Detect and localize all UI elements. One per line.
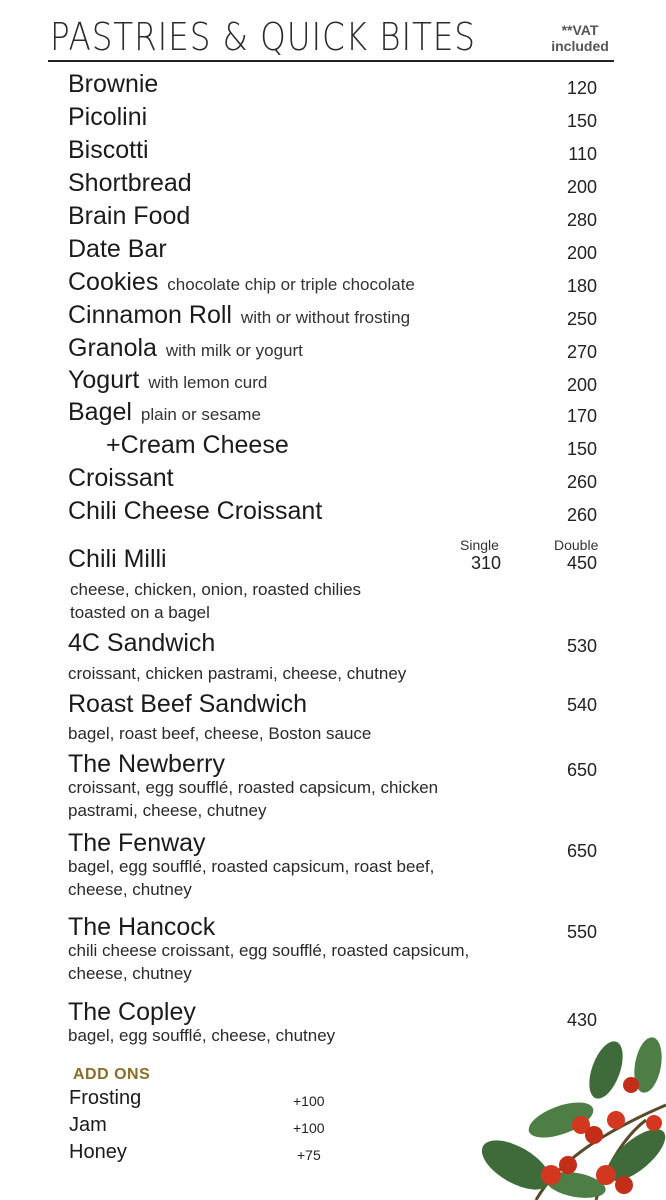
addon-name: Jam: [69, 1114, 107, 1136]
double-column-label: Double: [554, 537, 599, 553]
menu-item-desc: with lemon curd: [148, 373, 268, 392]
sandwich-desc: chili cheese croissant, egg soufflé, roasted capsicum,: [68, 941, 470, 960]
sandwich-name: 4C Sandwich: [68, 629, 216, 657]
vat-note-line1: **VAT: [561, 22, 599, 38]
menu-item-price: 250: [566, 309, 597, 329]
menu-item-name: Croissant: [68, 464, 174, 492]
vat-note: [540, 22, 620, 54]
menu-item-name: Cookies chocolate chip or triple chocolate: [68, 268, 415, 296]
sandwich-desc: cheese, chutney: [68, 964, 192, 983]
menu-item-desc: with milk or yogurt: [165, 341, 303, 360]
addon-price: +75: [297, 1147, 321, 1163]
menu-item-name: Biscotti: [68, 136, 149, 164]
menu-item-name: Cinnamon Roll with or without frosting: [68, 301, 411, 329]
menu-item-price: 110: [568, 144, 597, 164]
menu-item-price: 270: [566, 342, 597, 362]
header-divider: [48, 60, 614, 62]
addon-name: Frosting: [69, 1087, 142, 1109]
menu-item-price: 280: [566, 210, 597, 230]
menu-item-price: 120: [566, 78, 597, 98]
menu-item-name: Picolini: [68, 103, 148, 131]
sandwich-desc: cheese, chutney: [68, 880, 192, 899]
double-price: 450: [566, 553, 597, 573]
sandwich-price: 430: [566, 1010, 597, 1030]
sandwich-desc: croissant, egg soufflé, roasted capsicum, chicken: [68, 778, 439, 797]
menu-item-name: Bagel plain or sesame: [68, 398, 261, 426]
single-column-label: Single: [460, 537, 499, 553]
menu-item-price: 260: [566, 472, 597, 492]
menu-item-name: Granola with milk or yogurt: [68, 334, 303, 362]
page-title: PASTRIES & QUICK BITES: [50, 15, 476, 59]
sandwich-price: 550: [566, 922, 597, 942]
menu-item-desc: plain or sesame: [140, 405, 261, 424]
sandwich-name: The Copley: [68, 998, 196, 1026]
menu-item-price: 180: [566, 276, 597, 296]
menu-item-name: +Cream Cheese: [106, 431, 289, 459]
vat-note-line2: included: [551, 38, 609, 54]
sandwich-desc: bagel, egg soufflé, roasted capsicum, roast beef,: [68, 857, 435, 876]
menu-item-desc: cheese, chicken, onion, roasted chilies: [70, 580, 362, 599]
sandwich-desc: pastrami, cheese, chutney: [68, 801, 267, 820]
addon-price: +100: [293, 1120, 325, 1136]
addon-name: Honey: [69, 1141, 127, 1163]
menu-item-price: 200: [566, 243, 597, 263]
menu-item-name: Date Bar: [68, 235, 167, 263]
addons-heading: ADD ONS: [73, 1066, 151, 1083]
menu-item-name: Chili Cheese Croissant: [68, 497, 323, 525]
menu-item-desc: chocolate chip or triple chocolate: [167, 275, 415, 294]
sandwich-price: 650: [566, 760, 597, 780]
menu-item-desc: with or without frosting: [240, 308, 411, 327]
sandwich-price: 540: [566, 695, 597, 715]
sandwich-price: 650: [566, 841, 597, 861]
coffee-plant-illustration: [476, 1025, 666, 1200]
menu-item-price: 260: [566, 505, 597, 525]
menu-item-name: Brownie: [68, 70, 159, 98]
menu-item-name: Brain Food: [68, 202, 191, 230]
sandwich-name: Roast Beef Sandwich: [68, 690, 308, 718]
sandwich-desc: croissant, chicken pastrami, cheese, chutney: [68, 664, 407, 683]
menu-item-price: 150: [566, 439, 597, 459]
sandwich-name: The Newberry: [68, 750, 225, 778]
menu-item-name: Shortbread: [68, 169, 192, 197]
menu-item-price: 200: [566, 375, 597, 395]
single-price: 310: [470, 553, 501, 573]
addon-price: +100: [293, 1093, 325, 1109]
menu-item-price: 170: [566, 406, 597, 426]
menu-item-desc: toasted on a bagel: [70, 603, 210, 622]
menu-item-price: 150: [566, 111, 597, 131]
sandwich-name: The Hancock: [68, 913, 216, 941]
menu-item-name: Yogurt with lemon curd: [68, 366, 268, 394]
sandwich-price: 530: [566, 636, 597, 656]
sandwich-name: The Fenway: [68, 829, 206, 857]
sandwich-desc: bagel, egg soufflé, cheese, chutney: [68, 1026, 336, 1045]
menu-item-price: 200: [566, 177, 597, 197]
sandwich-desc: bagel, roast beef, cheese, Boston sauce: [68, 724, 372, 743]
menu-item-name: Chili Milli: [68, 545, 167, 573]
